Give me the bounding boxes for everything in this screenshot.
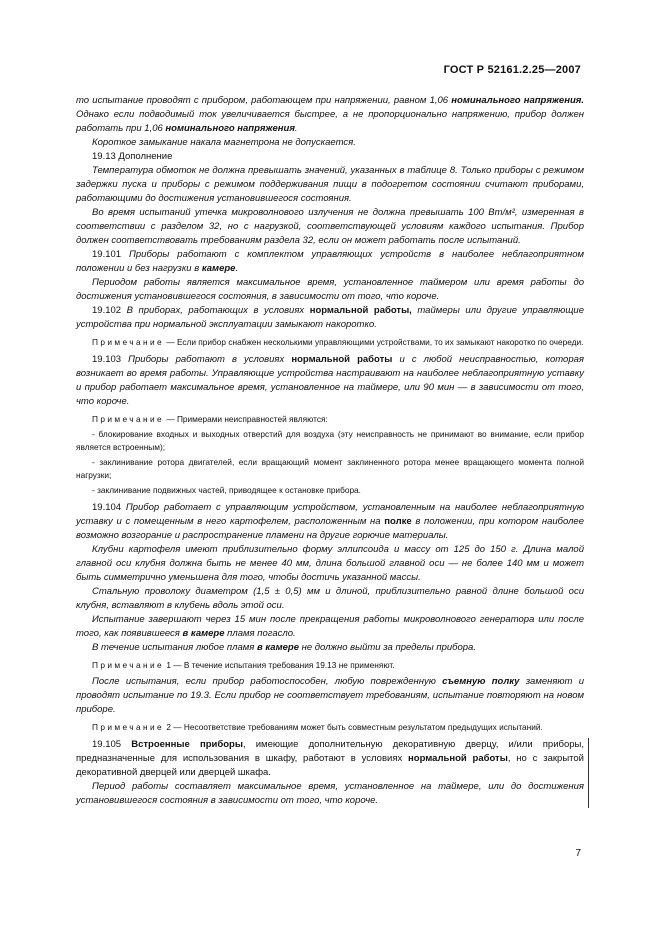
paragraph: Период работы составляет максимальное время, установленное на таймере, или до достижения установившегося состояния в зависимости от того, что короче. <box>76 780 584 806</box>
revised-block <box>76 738 589 808</box>
paragraph: Испытание завершают через 15 мин после прекращения работы микроволнового генератора или после того, как появившееся в камере пламя погасло. <box>76 613 584 639</box>
paragraph: После испытания, если прибор работоспособен, любую поврежденную съемную полку заменяют и проводят испытание по 19.3. Если прибор не соответствует требованиям, испытание повторяют на новом приборе. <box>76 676 585 715</box>
note: Примечание — Примерами неисправностей являются: - блокирование входных и выходных отверстий для воздуха (эту неисправность не принимают во внимание, если прибор является встроенным); - заклинивание ротора двигателей, если вращающий момент заклиненного ротора менее вращающего момента полной нагрузки; - заклинивание подвижных частей, приводящее к остановке прибора. <box>76 413 584 495</box>
note: Примечание — Если прибор снабжен несколькими управляющими устройствами, то их замыкают накоротко по очереди. <box>92 337 584 347</box>
note: Примечание 2 — Несоответствие требованиям может быть совместным результатом предыдущих испытаний. <box>92 722 543 732</box>
document-header: ГОСТ Р 52161.2.25—2007 <box>443 64 581 76</box>
paragraph: 19.105 Встроенные приборы, имеющие дополнительную декоративную дверцу, и/или приборы, предназначенные для использования в шкафу, работают в условиях нормальной работы, но с закрытой декоративной дверцей или дверцей шкафа. <box>76 738 584 778</box>
paragraph: 19.101 Приборы работают с комплектом управляющих устройств в наиболее неблагоприятном положении и без нагрузки в камере. <box>76 249 584 274</box>
paragraph: Во время испытаний утечка микроволнового излучения не должна превышать 100 Вт/м², измеренная в соответствии с разделом 32, но с нагрузкой, соответствующей условиям каждого испытания. Прибор должен соответствовать требованиям раздела 32, если он может работать после испытаний. <box>76 207 584 246</box>
paragraph: Периодом работы является максимальное время, установленное таймером или время работы до достижения установившегося состояния, в зависимости от того, что короче. <box>76 277 584 302</box>
paragraph: 19.103 Приборы работают в условиях нормальной работы и с любой неисправностью, которая возникает во время работы. Управляющие устройства настраивают на наиболее неблагоприятную уставку и прибор работает максимальное время, установленное на таймере, или 90 мин — в зависимости от того, что короче. <box>76 353 584 407</box>
note-list-item: - заклинивание ротора двигателей, если вращающий момент заклиненного ротора менее вращающего момента полной нагрузки; <box>76 457 584 480</box>
paragraph: 19.102 В приборах, работающих в условиях нормальной работы, таймеры или другие управляющие устройства при нормальной эксплуатации замыкают накоротко. <box>76 305 584 330</box>
paragraph: Клубни картофеля имеют приблизительно форму эллипсоида и массу от 125 до 150 г. Длина малой главной оси клубня должна быть не менее 40 мм, длина большой главной оси — не более 140 мм и может быть симметрично уменьшена для того, чтобы достичь указанной массы. <box>76 543 584 583</box>
paragraph: Температура обмоток не должна превышать значений, указанных в таблице 8. Только приборы с режимом задержки пуска и приборы с режимом поддерживания пищи в подогретом состоянии считают приборами, работающими до достижения установившегося состояния. <box>76 165 584 204</box>
paragraph: Стальную проволоку диаметром (1,5 ± 0,5) мм и длиной, приблизительно равной длине большой оси клубня, вставляют в клубень вдоль этой оси. <box>76 585 584 611</box>
section-heading: 19.13 Дополнение <box>92 151 173 162</box>
note-list-item: - заклинивание подвижных частей, приводящее к остановке прибора. <box>92 485 361 495</box>
paragraph: 19.104 Прибор работает с управляющим устройством, установленным на наиболее неблагоприятную уставку и с помещенным в него картофелем, расположенным на полке в положении, при котором наиболее возможно возгорание и распространение пламени на другие горючие материалы. <box>76 501 584 541</box>
paragraph: то испытание проводят с прибором, работающем при напряжении, равном 1,06 номинального напряжения. Однако если подводимый ток увеличивается быстрее, а не пропорционально напряжению, прибор должен работать при 1,06 номинального напряжения. <box>76 95 584 134</box>
paragraph: Короткое замыкание накала магнетрона не допускается. <box>92 137 356 148</box>
note-list-item: - блокирование входных и выходных отверстий для воздуха (эту неисправность не принимают во внимание, если прибор является встроенным); <box>76 429 584 452</box>
document-body <box>76 94 584 808</box>
note: Примечание 1 — В течение испытания требования 19.13 не применяют. <box>92 659 395 670</box>
paragraph: В течение испытания любое пламя в камере не должно выйти за пределы прибора. <box>92 641 476 653</box>
page-number: 7 <box>575 848 581 859</box>
